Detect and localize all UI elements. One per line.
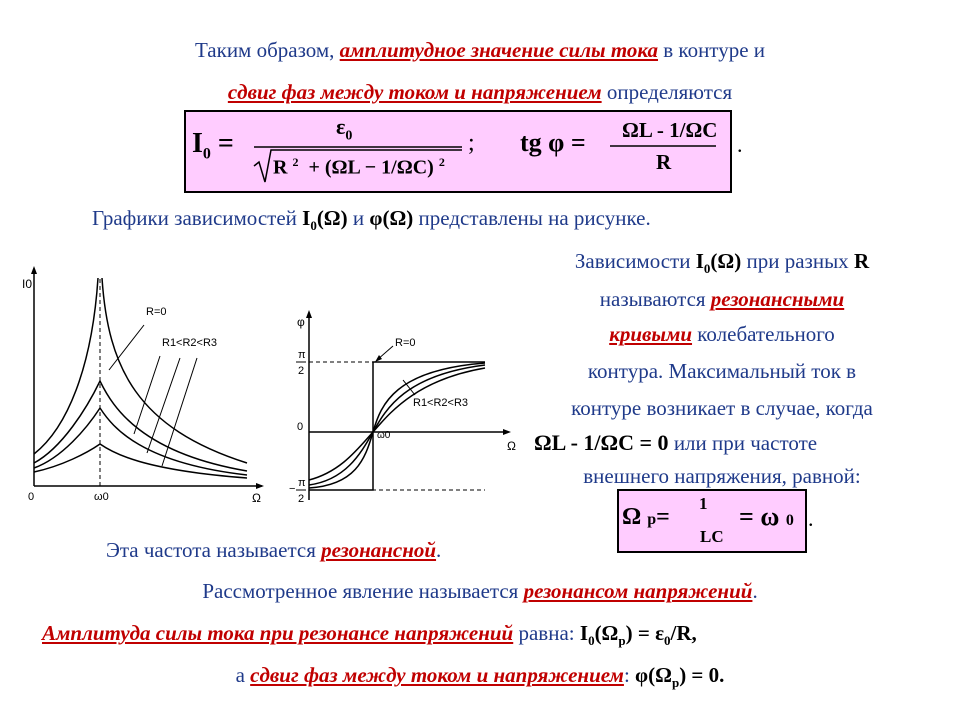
amplitude-at-resonance-term: Амплитуда силы тока при резонансе напряжений bbox=[42, 621, 514, 645]
freq-line bbox=[106, 538, 441, 563]
side-line-7: внешнего напряжения, равной: bbox=[583, 464, 861, 488]
label-r-order: R1<R2<R3 bbox=[413, 397, 469, 409]
intro-text: Таким образом, bbox=[194, 38, 340, 62]
side-text-6: или при частоте bbox=[668, 431, 818, 455]
freq-numerator: 1 bbox=[699, 494, 708, 513]
intro-text-2: определяются bbox=[601, 80, 733, 104]
i0-symbol-2: $I_0(\Omega)$ bbox=[695, 249, 742, 277]
amplitude-line bbox=[42, 621, 697, 649]
tg-denominator: R bbox=[656, 150, 672, 174]
resonant-term: резонансными bbox=[710, 287, 845, 311]
x-axis-arrow bbox=[503, 429, 511, 435]
graphs-text-end: представлены на рисунке. bbox=[413, 206, 651, 230]
amplitude-formula: $I_0(\Omega_р) = \varepsilon_0/R$, bbox=[579, 621, 697, 649]
freq-dot: . bbox=[436, 538, 442, 562]
x-axis-arrow bbox=[256, 483, 264, 489]
curves-term: кривыми bbox=[609, 322, 693, 346]
curve-r1 bbox=[34, 381, 247, 471]
freq-end: . bbox=[808, 506, 814, 531]
minus-label: − bbox=[289, 483, 296, 495]
voltage-resonance-term: резонансом напряжений bbox=[523, 579, 753, 603]
two-label-bottom: 2 bbox=[298, 493, 305, 505]
freq-denominator: LC bbox=[700, 527, 724, 546]
curve-r2 bbox=[34, 408, 247, 475]
i0-symbol: $I_0(\Omega)$ bbox=[302, 206, 348, 234]
x-label: Ω bbox=[507, 439, 516, 453]
phase-curves-graph bbox=[285, 300, 520, 510]
phen-dot: . bbox=[752, 579, 758, 603]
resonance-condition: ΩL - 1/ΩC = 0 bbox=[534, 430, 669, 455]
phase-line bbox=[0, 663, 960, 691]
pointer-r3 bbox=[162, 358, 197, 466]
freq-text: Эта частота называется bbox=[106, 538, 322, 562]
y-axis-arrow bbox=[306, 310, 312, 318]
curve-r3 bbox=[34, 444, 247, 478]
resonance-curves-graph bbox=[12, 258, 277, 508]
side-line-1 bbox=[512, 249, 932, 277]
phase-formula: $\varphi(\Omega_р) = 0$. bbox=[635, 663, 725, 691]
omega0-label: ω0 bbox=[377, 430, 391, 441]
phase-text: а bbox=[235, 663, 251, 687]
formula-separator: ; bbox=[468, 130, 475, 156]
freq-rhs: = ω 0 bbox=[739, 502, 794, 531]
x-label: Ω bbox=[252, 491, 261, 505]
side-text-3: колебательного bbox=[692, 322, 835, 346]
r-symbol: R bbox=[853, 249, 870, 273]
y-label: φ bbox=[297, 315, 305, 329]
intro-text-end: в контуре и bbox=[658, 38, 766, 62]
origin-label: 0 bbox=[28, 491, 35, 503]
phi-symbol: φ(Ω) bbox=[369, 206, 414, 230]
curve-r2 bbox=[309, 365, 485, 485]
phase-shift-term: сдвиг фаз между током и напряжением bbox=[227, 80, 602, 104]
phase-colon: : bbox=[623, 663, 636, 687]
curve-r1 bbox=[309, 363, 485, 488]
freq-lhs: Ω р= bbox=[622, 504, 670, 530]
phen-text: Рассмотренное явление называется bbox=[202, 579, 524, 603]
y-label: I0 bbox=[22, 277, 33, 291]
pi-label-top: π bbox=[298, 349, 306, 361]
pointer-r2 bbox=[147, 358, 180, 453]
graphs-and: и bbox=[347, 206, 370, 230]
side-line-3 bbox=[512, 322, 932, 347]
omega0-label: ω0 bbox=[94, 491, 109, 503]
zero-label: 0 bbox=[297, 421, 304, 433]
side-text: Зависимости bbox=[574, 249, 696, 273]
graphs-line bbox=[92, 206, 651, 234]
amplitude-term: амплитудное значение силы тока bbox=[339, 38, 659, 62]
side-text-2: называются bbox=[599, 287, 711, 311]
side-line-5: контуре возникает в случае, когда bbox=[571, 396, 873, 420]
two-label-top: 2 bbox=[298, 365, 305, 377]
label-r0: R=0 bbox=[395, 337, 416, 349]
phase-shift-term-2: сдвиг фаз между током и напряжением bbox=[250, 663, 624, 687]
formula-numerator: $\varepsilon_0$ bbox=[336, 114, 353, 144]
side-text-b: при разных bbox=[741, 249, 854, 273]
formula-lhs: $I_0$ = bbox=[192, 128, 234, 163]
formula-end: . bbox=[737, 132, 743, 157]
amp-text: равна: bbox=[513, 621, 580, 645]
resonant-freq-term: резонансной bbox=[321, 538, 437, 562]
curve-r3 bbox=[309, 368, 485, 480]
phenomenon-line bbox=[0, 579, 960, 604]
tg-lhs: tg φ = bbox=[520, 128, 586, 157]
formula-denominator: R $^2$ + (ΩL − 1/ΩC) $^2$ bbox=[273, 155, 445, 179]
label-r-order: R1<R2<R3 bbox=[162, 337, 218, 349]
side-line-6 bbox=[534, 430, 817, 456]
curve-r0 bbox=[309, 362, 485, 490]
y-axis-arrow bbox=[31, 266, 37, 274]
side-line-4: контура. Максимальный ток в bbox=[587, 359, 857, 383]
pi-label-bottom: π bbox=[298, 477, 306, 489]
tg-numerator: ΩL - 1/ΩC bbox=[622, 118, 718, 142]
graphs-text: Графики зависимостей bbox=[92, 206, 303, 230]
label-r0: R=0 bbox=[146, 306, 167, 318]
side-line-2 bbox=[512, 287, 932, 312]
